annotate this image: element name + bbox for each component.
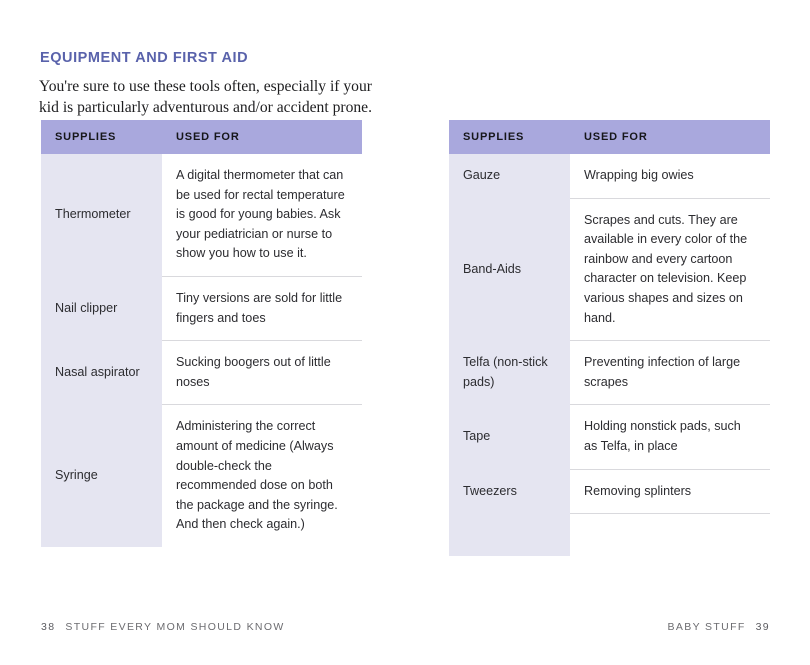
equipment-table-left — [41, 120, 362, 547]
filler-used — [570, 514, 770, 556]
cell-supply: Thermometer — [41, 154, 162, 276]
column-header-used-for: USED FOR — [162, 120, 362, 154]
table-body-left — [41, 154, 362, 547]
equipment-table-right — [449, 120, 770, 556]
table-row — [41, 154, 362, 276]
cell-used-for: Sucking boogers out of little noses — [162, 341, 362, 405]
section-intro-paragraph: You're sure to use these tools often, especially if your kid is particularly adventurous and/or accident prone. — [39, 77, 372, 117]
footer-right — [668, 621, 770, 633]
page-number: 38 — [41, 621, 56, 633]
cell-used-for: Tiny versions are sold for little fingers and toes — [162, 276, 362, 340]
filler-supply — [449, 514, 570, 556]
table-header-right — [449, 120, 770, 154]
table-column-filler — [449, 514, 770, 556]
cell-supply: Tweezers — [449, 469, 570, 514]
column-header-supplies: SUPPLIES — [41, 120, 162, 154]
running-head: STUFF EVERY MOM SHOULD KNOW — [65, 621, 285, 633]
table-header-left — [41, 120, 362, 154]
page-number: 39 — [755, 621, 770, 633]
cell-used-for: Scrapes and cuts. They are available in every color of the rainbow and every cartoon character on television. Keep various shapes and sizes on hand. — [570, 198, 770, 341]
table-row — [449, 341, 770, 405]
page-title: EQUIPMENT AND FIRST AID — [40, 50, 249, 67]
cell-used-for: Removing splinters — [570, 469, 770, 514]
table-row — [41, 341, 362, 405]
table-row — [41, 276, 362, 340]
table-row — [449, 198, 770, 341]
table-header-row — [449, 120, 770, 154]
cell-supply: Tape — [449, 405, 570, 469]
column-header-supplies: SUPPLIES — [449, 120, 570, 154]
cell-supply: Gauze — [449, 154, 570, 198]
cell-used-for: Holding nonstick pads, such as Telfa, in place — [570, 405, 770, 469]
cell-used-for: Administering the correct amount of medicine (Always double-check the recommended dose on both the package and the syringe. And then check again.) — [162, 405, 362, 547]
table-row — [449, 405, 770, 469]
table-row — [41, 405, 362, 547]
column-header-used-for: USED FOR — [570, 120, 770, 154]
table-header-row — [41, 120, 362, 154]
cell-supply: Nasal aspirator — [41, 341, 162, 405]
cell-used-for: A digital thermometer that can be used for rectal temperature is good for young babies. Ask your pediatrician or nurse to show you how to use it. — [162, 154, 362, 276]
footer-left — [41, 621, 285, 633]
cell-supply: Telfa (non-stick pads) — [449, 341, 570, 405]
cell-supply: Band-Aids — [449, 198, 570, 341]
table-body-right — [449, 154, 770, 556]
cell-used-for: Preventing infection of large scrapes — [570, 341, 770, 405]
table-row — [449, 154, 770, 198]
cell-supply: Syringe — [41, 405, 162, 547]
running-head: BABY STUFF — [667, 621, 746, 633]
table-row — [449, 469, 770, 514]
cell-supply: Nail clipper — [41, 276, 162, 340]
cell-used-for: Wrapping big owies — [570, 154, 770, 198]
